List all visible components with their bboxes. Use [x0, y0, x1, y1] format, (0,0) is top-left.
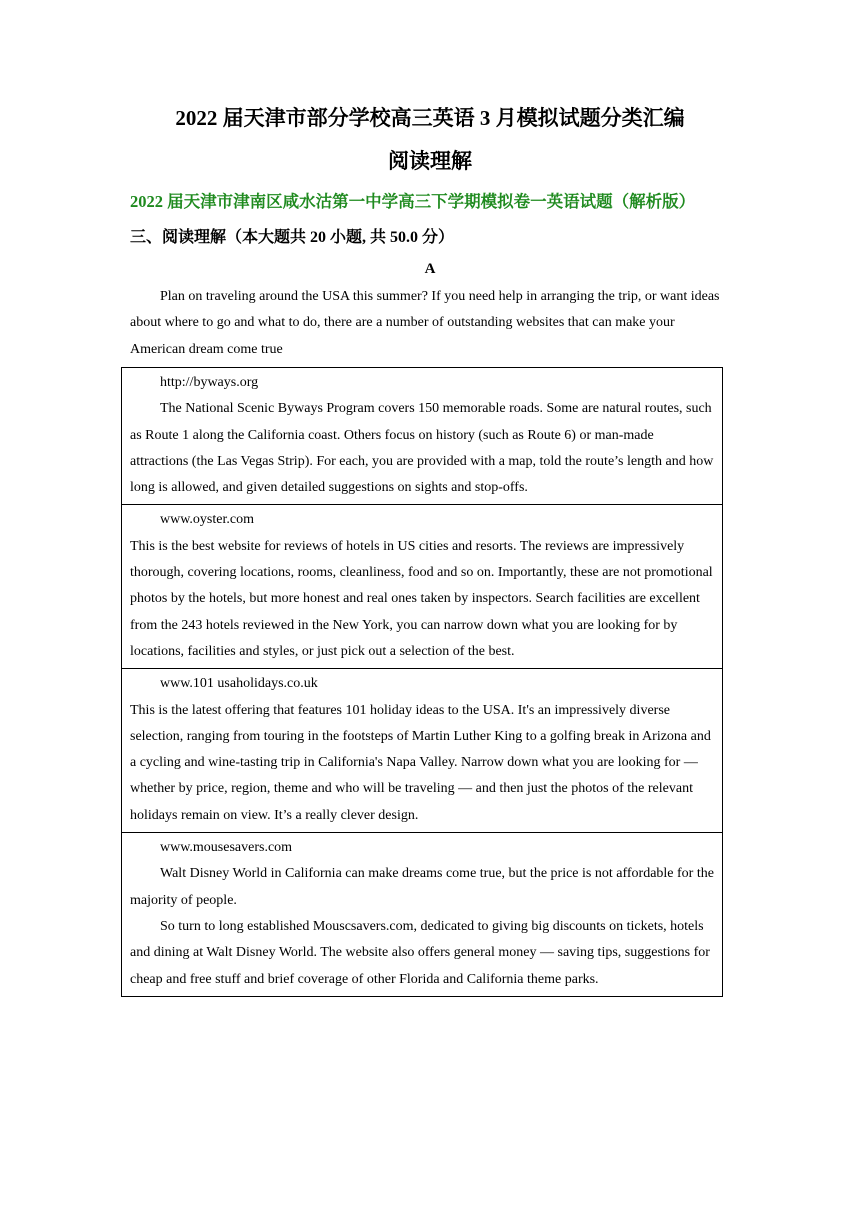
- website-url: www.oyster.com: [160, 512, 254, 528]
- website-url: http://byways.org: [160, 375, 259, 390]
- websites-table: [121, 367, 723, 997]
- document-title: 2022 届天津市部分学校高三英语 3 月模拟试题分类汇编: [175, 106, 685, 130]
- website-description: This is the best website for reviews of hotels in US cities and resorts. The reviews are impressively thorough, covering locations, rooms, cleanliness, food and so on. Importantly, these are not promotional photos by the hotels, but more honest and real ones taken by inspectors. Search facilities are excellent from the 243 hotels reviewed in the New York, you can narrow down what you are looking for by locations, facilities and styles, or just pick out a selection of the best.: [130, 538, 713, 659]
- exam-source-heading: 2022 届天津市津南区咸水沽第一中学高三下学期模拟卷一英语试题（解析版）: [130, 192, 696, 211]
- table-cell-oyster: [122, 505, 723, 669]
- table-cell-101usaholidays: [122, 669, 723, 833]
- table-cell-byways: [122, 368, 723, 505]
- website-url: www.mousesavers.com: [160, 840, 293, 856]
- section-heading: 三、阅读理解（本大题共 20 小题, 共 50.0 分）: [130, 229, 455, 246]
- website-description: This is the latest offering that features 101 holiday ideas to the USA. It's an impressively diverse selection, ranging from touring in the footsteps of Martin Luther King to a golfing break in Arizona and a cycling and wine-tasting trip in California's Napa Valley. Narrow down what you are looking for — whether by price, region, theme and who will be traveling — and then just the photos of the relevant holidays remain on view. It’s a really clever design.: [130, 702, 711, 823]
- website-description: Walt Disney World in California can make dreams come true, but the price is not affordable for the majority of people.: [130, 866, 714, 908]
- table-cell-mousesavers: [122, 833, 723, 997]
- table-row: [122, 833, 723, 997]
- table-row: [122, 368, 723, 505]
- passage-letter: A: [424, 261, 436, 277]
- table-row: [122, 505, 723, 669]
- table-row: [122, 669, 723, 833]
- website-description: So turn to long established Mouscsavers.com, dedicated to giving big discounts on tickets, hotels and dining at Walt Disney World. The website also offers general money — saving tips, suggestions for cheap and free stuff and brief coverage of other Florida and California theme parks.: [130, 918, 710, 987]
- website-url: www.101 usaholidays.co.uk: [160, 676, 318, 692]
- website-description: The National Scenic Byways Program covers 150 memorable roads. Some are natural routes, such as Route 1 along the California coast. Others focus on history (such as Route 6) or man-made attractions (the Las Vegas Strip). For each, you are provided with a map, told the route’s length and how long is allowed, and given detailed suggestions on sights and stop-offs.: [130, 401, 714, 496]
- passage-intro: Plan on traveling around the USA this summer? If you need help in arranging the trip, or want ideas about where to go and what to do, there are a number of outstanding websites that can make your American dream come true: [130, 289, 720, 357]
- document-subtitle: 阅读理解: [388, 149, 472, 173]
